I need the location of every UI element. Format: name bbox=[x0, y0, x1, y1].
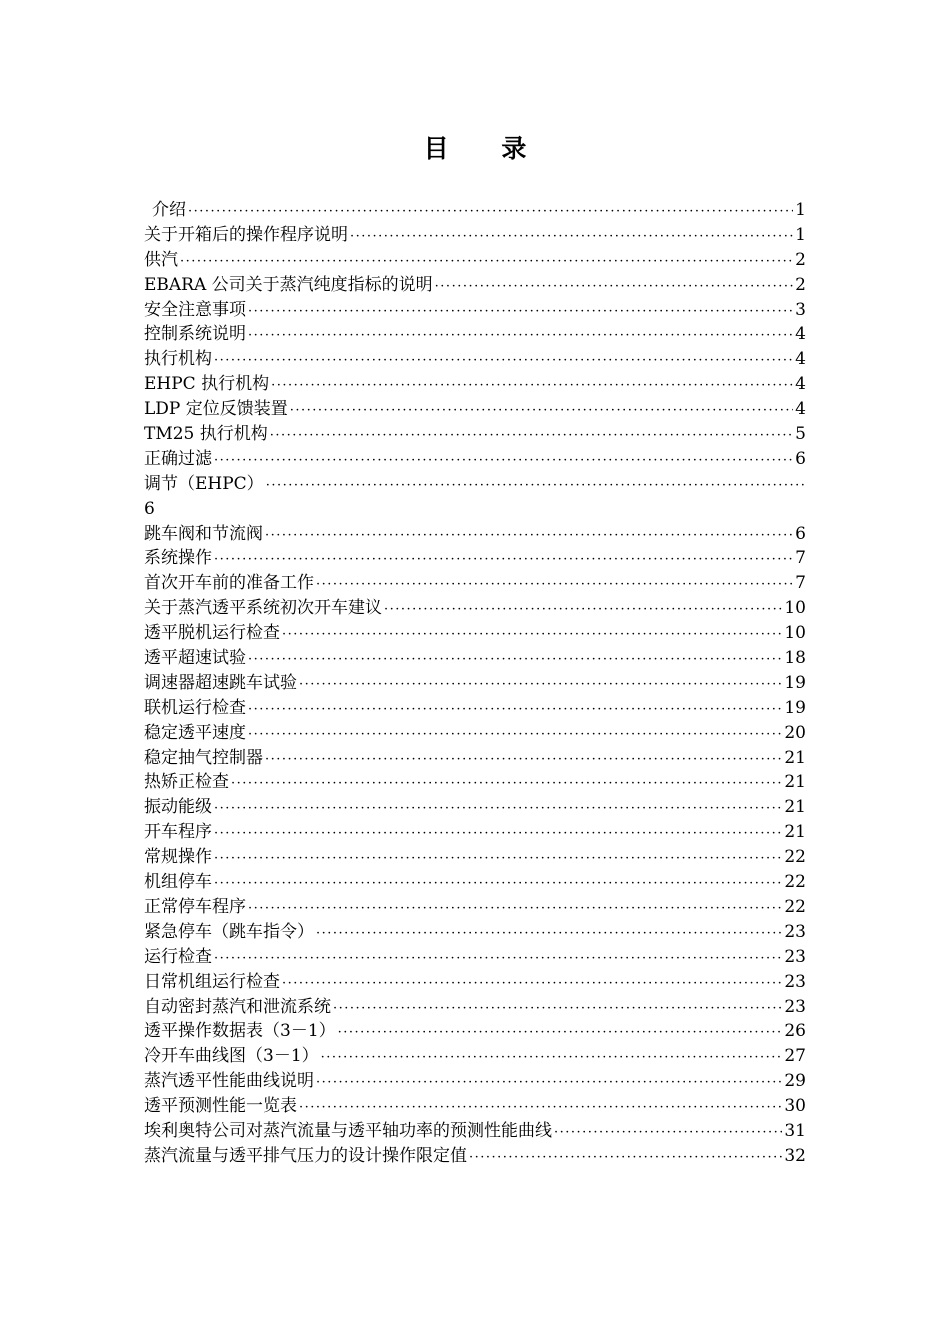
toc-entry-page: 1 bbox=[795, 224, 806, 245]
toc-entry-page: 21 bbox=[784, 747, 806, 768]
toc-leader bbox=[282, 972, 782, 995]
toc-entry-page: 7 bbox=[795, 573, 806, 594]
toc-entry[interactable] bbox=[144, 546, 806, 571]
toc-entry-label: 正确过滤 bbox=[144, 448, 212, 469]
toc-entry[interactable] bbox=[144, 298, 806, 323]
toc-entry[interactable] bbox=[144, 596, 806, 621]
toc-entry-label: 自动密封蒸汽和泄流系统 bbox=[144, 996, 331, 1017]
toc-entry[interactable] bbox=[144, 1044, 806, 1069]
toc-entry-page: 23 bbox=[784, 921, 806, 942]
toc-entry-label: 正常停车程序 bbox=[144, 896, 246, 917]
toc-entry-page: 4 bbox=[795, 374, 806, 395]
toc-entry-page: 32 bbox=[784, 1145, 806, 1166]
toc-entry[interactable] bbox=[144, 895, 806, 920]
toc-entry[interactable] bbox=[144, 795, 806, 820]
toc-entry-page: 22 bbox=[784, 847, 806, 868]
toc-leader bbox=[265, 524, 793, 547]
toc-entry-label: 首次开车前的准备工作 bbox=[144, 573, 314, 594]
toc-entry-label: EBARA 公司关于蒸汽纯度指标的说明 bbox=[144, 274, 433, 295]
toc-entry-label: 开车程序 bbox=[144, 822, 212, 843]
toc-entry-page: 2 bbox=[795, 249, 806, 270]
toc-entry-label: 供汽 bbox=[144, 249, 178, 270]
toc-entry-page: 23 bbox=[784, 946, 806, 967]
toc-entry[interactable] bbox=[144, 1069, 806, 1094]
toc-leader bbox=[270, 424, 793, 447]
toc-entry[interactable] bbox=[144, 671, 806, 696]
toc-entry-label: 透平预测性能一览表 bbox=[144, 1096, 297, 1117]
toc-entry-label: 跳车阀和节流阀 bbox=[144, 523, 263, 544]
toc-leader bbox=[214, 349, 793, 372]
toc-entry[interactable] bbox=[144, 696, 806, 721]
toc-entry-label: EHPC 执行机构 bbox=[144, 374, 270, 395]
toc-entry-page: 4 bbox=[795, 349, 806, 370]
toc-entry-page: 29 bbox=[784, 1071, 806, 1092]
toc-entry-label: 稳定抽气控制器 bbox=[144, 747, 263, 768]
toc-entry-label: LDP 定位反馈装置 bbox=[144, 399, 288, 420]
toc-entry-page: 21 bbox=[784, 772, 806, 793]
toc-leader bbox=[316, 1071, 782, 1094]
table-of-contents bbox=[144, 198, 806, 1169]
toc-entry-page: 20 bbox=[784, 722, 806, 743]
toc-entry-page: 6 bbox=[795, 523, 806, 544]
toc-leader bbox=[469, 1146, 782, 1169]
toc-leader bbox=[435, 275, 794, 298]
toc-entry-label: 调速器超速跳车试验 bbox=[144, 672, 297, 693]
toc-entry[interactable] bbox=[144, 273, 806, 298]
toc-entry[interactable] bbox=[144, 223, 806, 248]
toc-entry[interactable] bbox=[144, 970, 806, 995]
toc-entry[interactable] bbox=[144, 422, 806, 447]
toc-leader bbox=[265, 748, 782, 771]
toc-entry-label: 冷开车曲线图（3－1） bbox=[144, 1046, 319, 1067]
toc-entry-page: 1 bbox=[795, 200, 806, 220]
toc-entry[interactable] bbox=[144, 347, 806, 372]
toc-entry-page: 7 bbox=[795, 548, 806, 569]
toc-entry-label: 运行检查 bbox=[144, 946, 212, 967]
toc-entry[interactable] bbox=[144, 372, 806, 397]
toc-entry-label: 联机运行检查 bbox=[144, 697, 246, 718]
toc-leader bbox=[214, 847, 782, 870]
toc-entry-label: 常规操作 bbox=[144, 847, 212, 868]
toc-entry-page: 31 bbox=[784, 1120, 806, 1141]
toc-entry-label: 振动能级 bbox=[144, 797, 212, 818]
toc-entry-page: 23 bbox=[784, 996, 806, 1017]
toc-entry-label: 埃利奥特公司对蒸汽流量与透平轴功率的预测性能曲线 bbox=[144, 1120, 552, 1141]
toc-leader bbox=[299, 1096, 782, 1119]
toc-leader bbox=[180, 250, 793, 273]
toc-entry-label: 执行机构 bbox=[144, 349, 212, 370]
toc-entry[interactable] bbox=[144, 870, 806, 895]
toc-leader bbox=[214, 822, 782, 845]
toc-entry[interactable] bbox=[144, 1094, 806, 1119]
toc-entry-label: TM25 执行机构 bbox=[144, 424, 268, 445]
toc-leader bbox=[350, 225, 793, 248]
toc-entry-label: 稳定透平速度 bbox=[144, 722, 246, 743]
toc-entry[interactable] bbox=[144, 746, 806, 771]
toc-entry-page: 10 bbox=[784, 623, 806, 644]
toc-entry[interactable] bbox=[144, 1119, 806, 1144]
toc-entry-label: 关于开箱后的操作程序说明 bbox=[144, 224, 348, 245]
toc-leader bbox=[214, 872, 782, 895]
toc-entry[interactable] bbox=[144, 248, 806, 273]
toc-entry-page: 22 bbox=[784, 872, 806, 893]
toc-leader bbox=[188, 200, 793, 223]
toc-entry-page: 6 bbox=[795, 448, 806, 469]
toc-leader bbox=[248, 698, 782, 721]
page-title: 目 录 bbox=[423, 134, 549, 163]
toc-leader bbox=[299, 673, 782, 696]
toc-entry[interactable] bbox=[144, 920, 806, 945]
toc-entry-page: 2 bbox=[795, 274, 806, 295]
toc-entry[interactable] bbox=[144, 571, 806, 596]
toc-leader bbox=[271, 374, 793, 397]
toc-leader bbox=[333, 997, 782, 1020]
toc-entry-page: 18 bbox=[784, 648, 806, 669]
toc-entry-label: 关于蒸汽透平系统初次开车建议 bbox=[144, 598, 382, 619]
toc-entry-label: 介绍 bbox=[152, 200, 186, 220]
toc-entry-label: 控制系统说明 bbox=[144, 324, 246, 345]
toc-entry-label: 透平操作数据表（3－1） bbox=[144, 1021, 336, 1042]
toc-entry-page: 4 bbox=[795, 399, 806, 420]
toc-leader bbox=[282, 623, 782, 646]
toc-entry-page: 27 bbox=[784, 1046, 806, 1067]
toc-entry-label: 紧急停车（跳车指令） bbox=[144, 921, 314, 942]
toc-entry-page: 19 bbox=[784, 697, 806, 718]
toc-leader bbox=[214, 797, 782, 820]
toc-leader bbox=[266, 474, 804, 497]
toc-leader bbox=[290, 399, 793, 422]
toc-entry-page: 19 bbox=[784, 672, 806, 693]
toc-leader bbox=[248, 897, 782, 920]
toc-entry-page: 5 bbox=[795, 424, 806, 445]
toc-entry-label: 热矫正检查 bbox=[144, 772, 229, 793]
toc-leader bbox=[214, 947, 782, 970]
toc-entry[interactable] bbox=[144, 472, 806, 497]
toc-entry-page: 6 bbox=[144, 498, 155, 519]
toc-leader bbox=[554, 1121, 782, 1144]
toc-entry[interactable] bbox=[144, 820, 806, 845]
toc-leader bbox=[338, 1021, 783, 1044]
toc-leader bbox=[316, 922, 782, 945]
toc-entry-page: 10 bbox=[784, 598, 806, 619]
toc-leader bbox=[321, 1046, 783, 1069]
toc-entry-page: 22 bbox=[784, 896, 806, 917]
toc-entry[interactable] bbox=[144, 770, 806, 795]
toc-entry-label: 蒸汽流量与透平排气压力的设计操作限定值 bbox=[144, 1145, 467, 1166]
toc-entry-page: 23 bbox=[784, 971, 806, 992]
toc-entry[interactable] bbox=[144, 945, 806, 970]
toc-entry-label: 机组停车 bbox=[144, 872, 212, 893]
toc-entry[interactable] bbox=[144, 1019, 806, 1044]
toc-leader bbox=[316, 573, 793, 596]
toc-entry-page: 21 bbox=[784, 797, 806, 818]
toc-entry-label: 调节（EHPC） bbox=[144, 473, 264, 494]
toc-leader bbox=[231, 772, 782, 795]
toc-entry[interactable] bbox=[144, 522, 806, 547]
toc-leader bbox=[214, 449, 793, 472]
toc-leader bbox=[248, 300, 793, 323]
toc-entry[interactable] bbox=[144, 322, 806, 347]
toc-entry-label: 安全注意事项 bbox=[144, 299, 246, 320]
toc-entry-label: 透平脱机运行检查 bbox=[144, 623, 280, 644]
toc-entry-page: 4 bbox=[795, 324, 806, 345]
toc-entry-label: 系统操作 bbox=[144, 548, 212, 569]
toc-entry-page: 26 bbox=[784, 1021, 806, 1042]
toc-entry-label: 蒸汽透平性能曲线说明 bbox=[144, 1071, 314, 1092]
toc-entry-page: 30 bbox=[784, 1096, 806, 1117]
toc-leader bbox=[248, 648, 782, 671]
toc-leader bbox=[248, 723, 782, 746]
toc-entry[interactable] bbox=[144, 1144, 806, 1169]
toc-entry[interactable] bbox=[144, 198, 806, 223]
toc-entry[interactable] bbox=[144, 721, 806, 746]
toc-entry-page: 3 bbox=[795, 299, 806, 320]
toc-entry[interactable] bbox=[144, 447, 806, 472]
toc-entry-label: 日常机组运行检查 bbox=[144, 971, 280, 992]
toc-leader bbox=[214, 548, 793, 571]
toc-entry[interactable] bbox=[144, 397, 806, 422]
toc-leader bbox=[248, 324, 793, 347]
toc-entry[interactable] bbox=[144, 646, 806, 671]
toc-entry[interactable] bbox=[144, 995, 806, 1020]
toc-entry[interactable] bbox=[144, 621, 806, 646]
toc-entry-page: 21 bbox=[784, 822, 806, 843]
toc-entry-label: 透平超速试验 bbox=[144, 648, 246, 669]
toc-entry-page-wrap[interactable] bbox=[144, 497, 806, 522]
toc-leader bbox=[384, 598, 782, 621]
toc-entry[interactable] bbox=[144, 845, 806, 870]
